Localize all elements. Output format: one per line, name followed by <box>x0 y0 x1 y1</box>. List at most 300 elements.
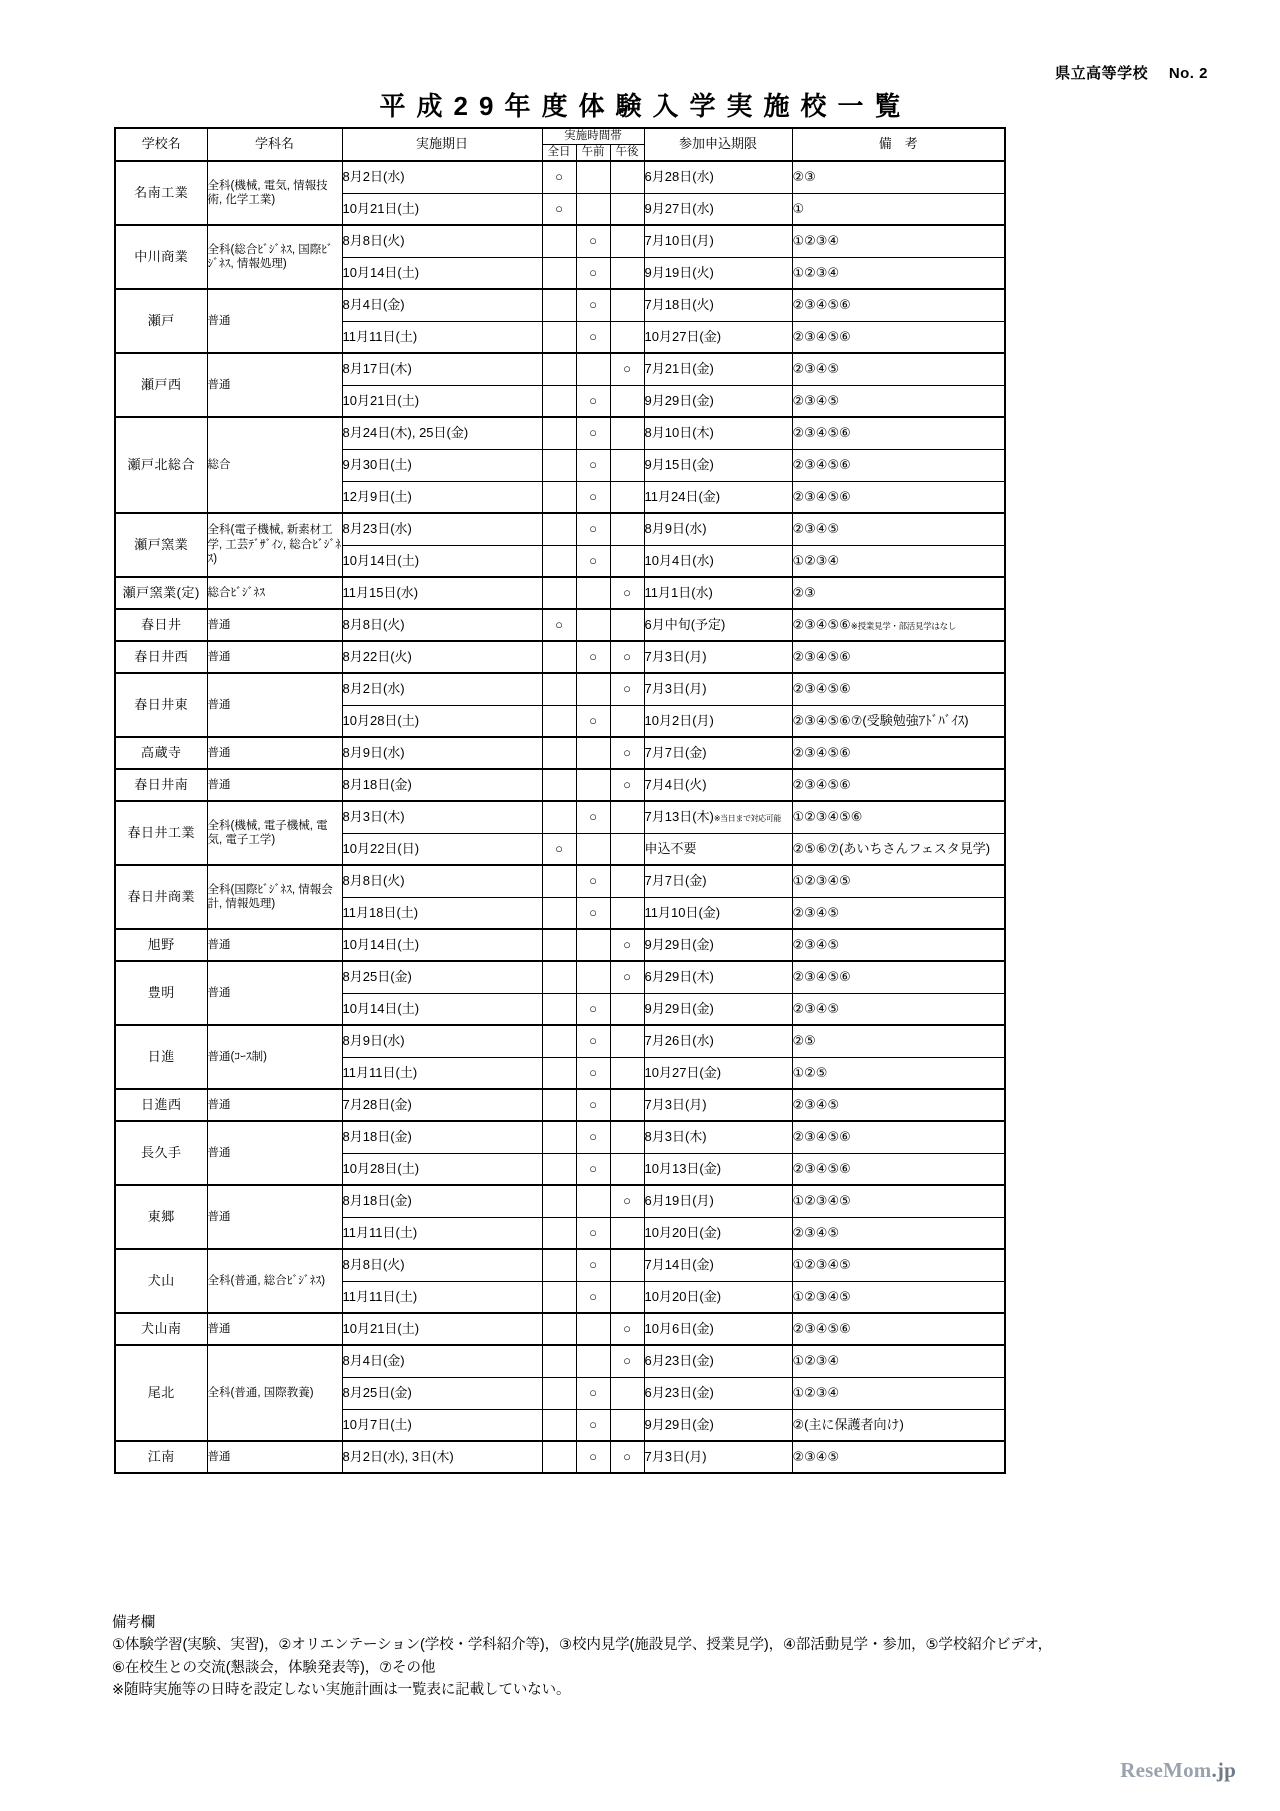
deadline-text: 6月28日(水) <box>644 169 714 185</box>
cell-application-deadline <box>644 1121 792 1153</box>
deadline-text: 7月13日(木) <box>644 809 714 825</box>
cell-timeslot-morning: ○ <box>576 481 610 513</box>
deadline-text: 7月3日(月) <box>644 648 707 664</box>
cell-timeslot-allday <box>542 513 576 545</box>
cell-timeslot-afternoon: ○ <box>610 961 644 993</box>
cell-school-name: 瀬戸 <box>115 289 207 353</box>
deadline-text: 10月27日(金) <box>644 328 722 344</box>
cell-remarks <box>792 1313 1005 1345</box>
table-row <box>115 289 1005 321</box>
remarks-legend-heading: 備考欄 <box>112 1615 156 1631</box>
cell-school-name: 豊明 <box>115 961 207 1025</box>
cell-remarks <box>792 577 1005 609</box>
cell-school-name: 春日井工業 <box>115 801 207 865</box>
cell-application-deadline <box>644 897 792 929</box>
cell-implementation-date: 10月28日(土) <box>342 1153 542 1185</box>
cell-implementation-date: 8月8日(火) <box>342 1249 542 1281</box>
cell-remarks <box>792 833 1005 865</box>
cell-timeslot-allday <box>542 257 576 289</box>
cell-application-deadline <box>644 577 792 609</box>
watermark-accent-text: .jp <box>1211 1758 1236 1782</box>
cell-implementation-date: 8月4日(金) <box>342 289 542 321</box>
deadline-text: 9月29日(金) <box>644 936 714 952</box>
cell-school-name: 瀬戸北総合 <box>115 417 207 513</box>
remarks-text: ②③④⑤⑥ <box>792 969 851 985</box>
remarks-note-text: ※授業見学・部活見学はなし <box>850 620 957 631</box>
cell-remarks <box>792 705 1005 737</box>
cell-implementation-date: 8月2日(水) <box>342 161 542 193</box>
cell-application-deadline <box>644 1345 792 1377</box>
cell-application-deadline <box>644 1281 792 1313</box>
cell-school-name: 日進西 <box>115 1089 207 1121</box>
cell-timeslot-allday <box>542 321 576 353</box>
cell-department-name: 全科(普通, 総合ﾋﾞｼﾞﾈｽ) <box>207 1249 342 1313</box>
cell-implementation-date: 11月11日(土) <box>342 1281 542 1313</box>
cell-implementation-date: 11月15日(水) <box>342 577 542 609</box>
deadline-text: 7月7日(金) <box>644 873 707 889</box>
cell-application-deadline <box>644 481 792 513</box>
deadline-text: 9月29日(金) <box>644 1416 714 1432</box>
cell-timeslot-allday <box>542 961 576 993</box>
cell-remarks <box>792 1377 1005 1409</box>
cell-timeslot-allday <box>542 1345 576 1377</box>
cell-implementation-date: 10月22日(日) <box>342 833 542 865</box>
cell-remarks <box>792 609 1005 641</box>
cell-timeslot-afternoon <box>610 1377 644 1409</box>
remarks-text: ②③④⑤⑥ <box>792 1160 851 1176</box>
cell-remarks <box>792 193 1005 225</box>
cell-department-name: 全科(機械, 電子機械, 電気, 電子工学) <box>207 801 342 865</box>
cell-timeslot-allday <box>542 641 576 673</box>
deadline-text: 申込不要 <box>644 840 697 856</box>
cell-application-deadline <box>644 1249 792 1281</box>
cell-remarks <box>792 1441 1005 1473</box>
cell-school-name: 旭野 <box>115 929 207 961</box>
cell-department-name: 普通 <box>207 1121 342 1185</box>
cell-implementation-date: 10月14日(土) <box>342 993 542 1025</box>
cell-remarks <box>792 737 1005 769</box>
cell-application-deadline <box>644 641 792 673</box>
cell-remarks <box>792 1249 1005 1281</box>
remarks-text: ①②⑤ <box>792 1064 828 1080</box>
remarks-text: ①②③④ <box>792 233 840 249</box>
cell-application-deadline <box>644 1025 792 1057</box>
remarks-text: ②③④⑤⑥ <box>792 456 851 472</box>
cell-timeslot-afternoon: ○ <box>610 1441 644 1473</box>
deadline-text: 8月3日(木) <box>644 1129 707 1145</box>
cell-timeslot-allday <box>542 929 576 961</box>
deadline-text: 11月10日(金) <box>644 904 721 920</box>
cell-timeslot-allday <box>542 1281 576 1313</box>
cell-timeslot-morning <box>576 353 610 385</box>
table-row <box>115 225 1005 257</box>
cell-remarks <box>792 993 1005 1025</box>
table-row <box>115 1313 1005 1345</box>
deadline-text: 10月13日(金) <box>644 1160 722 1176</box>
table-row <box>115 929 1005 961</box>
cell-timeslot-morning <box>576 609 610 641</box>
table-row <box>115 1249 1005 1281</box>
cell-timeslot-allday <box>542 1025 576 1057</box>
remarks-legend <box>112 1612 1162 1702</box>
table-row <box>115 577 1005 609</box>
cell-remarks <box>792 673 1005 705</box>
cell-application-deadline <box>644 865 792 897</box>
remarks-text: ②⑤⑥⑦(あいちさんフェスタ見学) <box>792 840 991 856</box>
cell-timeslot-morning: ○ <box>576 1217 610 1249</box>
cell-department-name: 普通 <box>207 1441 342 1473</box>
cell-timeslot-afternoon <box>610 257 644 289</box>
cell-timeslot-morning: ○ <box>576 545 610 577</box>
remarks-text: ②③④⑤⑥ <box>792 488 851 504</box>
deadline-text: 9月29日(金) <box>644 392 714 408</box>
remarks-text: ②③④⑤ <box>792 521 840 537</box>
deadline-text: 10月4日(水) <box>644 552 714 568</box>
deadline-text: 7月18日(火) <box>644 297 714 313</box>
cell-remarks <box>792 961 1005 993</box>
remarks-text: ②③④⑤ <box>792 392 840 408</box>
cell-remarks <box>792 417 1005 449</box>
cell-timeslot-afternoon <box>610 1025 644 1057</box>
cell-application-deadline <box>644 769 792 801</box>
cell-department-name: 総合ﾋﾞｼﾞﾈｽ <box>207 577 342 609</box>
cell-school-name: 江南 <box>115 1441 207 1473</box>
cell-implementation-date: 8月8日(火) <box>342 865 542 897</box>
cell-implementation-date: 8月25日(金) <box>342 961 542 993</box>
header-page-number: No. 2 <box>1168 65 1208 82</box>
cell-timeslot-allday <box>542 801 576 833</box>
remarks-text: ②(主に保護者向け) <box>792 1416 904 1432</box>
deadline-text: 6月19日(月) <box>644 1193 714 1209</box>
cell-timeslot-afternoon <box>610 225 644 257</box>
cell-department-name: 全科(機械, 電気, 情報技術, 化学工業) <box>207 161 342 225</box>
cell-timeslot-afternoon <box>610 609 644 641</box>
cell-timeslot-morning <box>576 161 610 193</box>
remarks-text: ②③④⑤ <box>792 361 840 377</box>
cell-department-name: 普通 <box>207 609 342 641</box>
cell-implementation-date: 11月11日(土) <box>342 321 542 353</box>
cell-remarks <box>792 801 1005 833</box>
cell-implementation-date: 10月21日(土) <box>342 385 542 417</box>
cell-department-name: 普通 <box>207 1185 342 1249</box>
cell-remarks <box>792 385 1005 417</box>
deadline-text: 7月14日(金) <box>644 1257 714 1273</box>
deadline-text: 8月9日(水) <box>644 521 707 537</box>
cell-timeslot-allday <box>542 769 576 801</box>
deadline-text: 10月20日(金) <box>644 1288 722 1304</box>
table-row <box>115 737 1005 769</box>
cell-timeslot-afternoon <box>610 321 644 353</box>
cell-department-name: 全科(普通, 国際教養) <box>207 1345 342 1441</box>
cell-timeslot-allday <box>542 865 576 897</box>
cell-implementation-date: 8月4日(金) <box>342 1345 542 1377</box>
cell-implementation-date: 8月8日(火) <box>342 609 542 641</box>
cell-timeslot-afternoon <box>610 417 644 449</box>
cell-school-name: 犬山 <box>115 1249 207 1313</box>
cell-timeslot-morning <box>576 193 610 225</box>
cell-remarks <box>792 1121 1005 1153</box>
cell-implementation-date: 10月21日(土) <box>342 193 542 225</box>
cell-implementation-date: 8月25日(金) <box>342 1377 542 1409</box>
table-row <box>115 1089 1005 1121</box>
deadline-note-text: ※当日まで対応可能 <box>713 814 781 824</box>
cell-timeslot-morning <box>576 929 610 961</box>
cell-application-deadline <box>644 417 792 449</box>
deadline-text: 7月3日(月) <box>644 1448 707 1464</box>
cell-timeslot-allday: ○ <box>542 609 576 641</box>
cell-application-deadline <box>644 1089 792 1121</box>
cell-implementation-date: 7月28日(金) <box>342 1089 542 1121</box>
cell-timeslot-afternoon <box>610 513 644 545</box>
cell-application-deadline <box>644 1217 792 1249</box>
cell-department-name: 普通 <box>207 769 342 801</box>
cell-timeslot-allday <box>542 1153 576 1185</box>
table-row <box>115 769 1005 801</box>
cell-timeslot-morning <box>576 769 610 801</box>
remarks-text: ①②③④ <box>792 552 840 568</box>
cell-implementation-date: 8月18日(金) <box>342 769 542 801</box>
cell-timeslot-afternoon <box>610 801 644 833</box>
deadline-text: 7月21日(金) <box>644 361 714 377</box>
remarks-text: ①②③④⑤ <box>792 1257 851 1273</box>
cell-timeslot-allday <box>542 1249 576 1281</box>
cell-remarks <box>792 1089 1005 1121</box>
deadline-text: 7月7日(金) <box>644 744 707 760</box>
cell-timeslot-morning: ○ <box>576 897 610 929</box>
cell-timeslot-afternoon <box>610 1409 644 1441</box>
cell-timeslot-afternoon <box>610 1057 644 1089</box>
cell-remarks <box>792 545 1005 577</box>
cell-remarks <box>792 1409 1005 1441</box>
cell-timeslot-afternoon: ○ <box>610 353 644 385</box>
column-header-remarks: 備 考 <box>792 128 1005 161</box>
cell-timeslot-afternoon <box>610 705 644 737</box>
cell-application-deadline <box>644 353 792 385</box>
table-body <box>115 161 1005 1473</box>
cell-application-deadline <box>644 545 792 577</box>
table-row <box>115 1345 1005 1377</box>
cell-application-deadline <box>644 801 792 833</box>
cell-timeslot-allday <box>542 481 576 513</box>
remarks-legend-line-2: ⑥在校生との交流(懇談会，体験発表等)，⑦その他 <box>112 1659 436 1676</box>
cell-remarks <box>792 1057 1005 1089</box>
remarks-text: ②③④⑤⑥ <box>792 744 851 760</box>
cell-timeslot-allday <box>542 417 576 449</box>
cell-remarks <box>792 225 1005 257</box>
cell-school-name: 春日井東 <box>115 673 207 737</box>
cell-application-deadline <box>644 193 792 225</box>
cell-application-deadline <box>644 1409 792 1441</box>
cell-application-deadline <box>644 993 792 1025</box>
cell-implementation-date: 10月14日(土) <box>342 257 542 289</box>
cell-remarks <box>792 1153 1005 1185</box>
remarks-text: ②③④⑤⑥ <box>792 425 851 441</box>
cell-remarks <box>792 353 1005 385</box>
cell-timeslot-morning: ○ <box>576 513 610 545</box>
cell-school-name: 春日井 <box>115 609 207 641</box>
deadline-text: 7月10日(月) <box>644 233 714 249</box>
deadline-text: 11月24日(金) <box>644 488 721 504</box>
cell-application-deadline <box>644 1441 792 1473</box>
cell-timeslot-afternoon: ○ <box>610 737 644 769</box>
cell-remarks <box>792 449 1005 481</box>
schedule-table-container <box>114 127 1004 1474</box>
cell-department-name: 普通 <box>207 929 342 961</box>
cell-implementation-date: 11月18日(土) <box>342 897 542 929</box>
cell-implementation-date: 8月2日(水), 3日(木) <box>342 1441 542 1473</box>
cell-timeslot-afternoon: ○ <box>610 769 644 801</box>
cell-timeslot-afternoon <box>610 1249 644 1281</box>
cell-timeslot-allday <box>542 1217 576 1249</box>
cell-timeslot-afternoon <box>610 1121 644 1153</box>
cell-timeslot-afternoon <box>610 161 644 193</box>
cell-school-name: 瀬戸窯業 <box>115 513 207 577</box>
cell-timeslot-allday <box>542 1185 576 1217</box>
cell-school-name: 長久手 <box>115 1121 207 1185</box>
cell-school-name: 春日井商業 <box>115 865 207 929</box>
cell-timeslot-allday <box>542 1313 576 1345</box>
cell-implementation-date: 10月28日(土) <box>342 705 542 737</box>
cell-school-name: 瀬戸窯業(定) <box>115 577 207 609</box>
cell-timeslot-afternoon: ○ <box>610 673 644 705</box>
header-school-type-label: 県立高等学校 <box>1055 65 1149 82</box>
table-header <box>115 128 1005 161</box>
table-row <box>115 609 1005 641</box>
deadline-text: 6月中旬(予定) <box>644 616 726 632</box>
remarks-text: ②③④⑤⑥ <box>792 648 851 664</box>
cell-timeslot-afternoon <box>610 1153 644 1185</box>
column-header-allday: 全日 <box>542 145 576 162</box>
column-header-date: 実施期日 <box>342 128 542 161</box>
cell-timeslot-morning: ○ <box>576 1377 610 1409</box>
cell-timeslot-morning <box>576 961 610 993</box>
cell-timeslot-morning: ○ <box>576 801 610 833</box>
cell-implementation-date: 8月22日(火) <box>342 641 542 673</box>
cell-remarks <box>792 321 1005 353</box>
cell-timeslot-morning: ○ <box>576 1281 610 1313</box>
cell-timeslot-morning: ○ <box>576 1089 610 1121</box>
cell-timeslot-afternoon: ○ <box>610 577 644 609</box>
cell-timeslot-afternoon <box>610 385 644 417</box>
remarks-text: ②③④⑤⑥ <box>792 297 851 313</box>
cell-timeslot-afternoon <box>610 481 644 513</box>
cell-timeslot-morning: ○ <box>576 1441 610 1473</box>
cell-timeslot-morning <box>576 577 610 609</box>
cell-timeslot-afternoon: ○ <box>610 1313 644 1345</box>
cell-timeslot-allday <box>542 993 576 1025</box>
remarks-text: ①②③④ <box>792 1353 840 1369</box>
cell-timeslot-morning: ○ <box>576 385 610 417</box>
cell-application-deadline <box>644 737 792 769</box>
cell-department-name: 普通 <box>207 961 342 1025</box>
deadline-text: 10月27日(金) <box>644 1064 722 1080</box>
cell-application-deadline <box>644 1185 792 1217</box>
cell-timeslot-allday <box>542 673 576 705</box>
cell-application-deadline <box>644 161 792 193</box>
cell-remarks <box>792 289 1005 321</box>
cell-timeslot-morning: ○ <box>576 289 610 321</box>
cell-department-name: 普通 <box>207 737 342 769</box>
cell-timeslot-morning: ○ <box>576 993 610 1025</box>
cell-timeslot-morning <box>576 737 610 769</box>
cell-school-name: 尾北 <box>115 1345 207 1441</box>
cell-application-deadline <box>644 513 792 545</box>
remarks-text: ①②③④⑤ <box>792 873 851 889</box>
cell-school-name: 中川商業 <box>115 225 207 289</box>
remarks-text: ①②③④⑤ <box>792 1288 851 1304</box>
cell-timeslot-morning: ○ <box>576 321 610 353</box>
cell-timeslot-morning: ○ <box>576 1121 610 1153</box>
column-header-afternoon: 午後 <box>610 145 644 162</box>
deadline-text: 9月15日(金) <box>644 456 714 472</box>
schedule-table <box>114 127 1006 1474</box>
cell-timeslot-morning: ○ <box>576 225 610 257</box>
cell-implementation-date: 11月11日(土) <box>342 1057 542 1089</box>
cell-timeslot-morning: ○ <box>576 865 610 897</box>
column-header-deadline: 参加申込期限 <box>644 128 792 161</box>
cell-timeslot-morning: ○ <box>576 1249 610 1281</box>
cell-implementation-date: 10月14日(土) <box>342 929 542 961</box>
column-header-department: 学科名 <box>207 128 342 161</box>
cell-timeslot-allday: ○ <box>542 193 576 225</box>
column-header-school: 学校名 <box>115 128 207 161</box>
cell-department-name: 普通 <box>207 673 342 737</box>
table-header-row-1 <box>115 128 1005 145</box>
cell-application-deadline <box>644 321 792 353</box>
cell-timeslot-morning <box>576 673 610 705</box>
cell-timeslot-morning: ○ <box>576 1025 610 1057</box>
remarks-text: ②③④⑤⑥ <box>792 776 851 792</box>
cell-department-name: 普通 <box>207 641 342 673</box>
cell-application-deadline <box>644 385 792 417</box>
cell-remarks <box>792 257 1005 289</box>
cell-timeslot-allday <box>542 577 576 609</box>
remarks-text: ①②③④⑤⑥ <box>792 809 863 825</box>
remarks-text: ①②③④ <box>792 1384 840 1400</box>
remarks-text: ②③④⑤ <box>792 1224 840 1240</box>
cell-school-name: 春日井南 <box>115 769 207 801</box>
deadline-text: 9月27日(水) <box>644 200 714 216</box>
cell-department-name: 普通 <box>207 1089 342 1121</box>
document-header <box>1055 62 1208 83</box>
cell-department-name: 全科(国際ﾋﾞｼﾞﾈｽ, 情報会計, 情報処理) <box>207 865 342 929</box>
cell-timeslot-morning: ○ <box>576 449 610 481</box>
cell-timeslot-morning: ○ <box>576 641 610 673</box>
cell-timeslot-allday <box>542 705 576 737</box>
watermark-main-text: ReseMom <box>1120 1758 1212 1782</box>
cell-implementation-date: 8月24日(木), 25日(金) <box>342 417 542 449</box>
cell-school-name: 高蔵寺 <box>115 737 207 769</box>
cell-department-name: 普通(ｺｰｽ制) <box>207 1025 342 1089</box>
cell-application-deadline <box>644 705 792 737</box>
cell-timeslot-allday <box>542 385 576 417</box>
cell-implementation-date: 8月8日(火) <box>342 225 542 257</box>
deadline-text: 9月19日(火) <box>644 264 714 280</box>
deadline-text: 7月3日(月) <box>644 681 707 697</box>
cell-school-name: 日進 <box>115 1025 207 1089</box>
cell-implementation-date: 10月14日(土) <box>342 545 542 577</box>
cell-timeslot-allday <box>542 897 576 929</box>
remarks-text: ②⑤ <box>792 1033 816 1049</box>
cell-remarks <box>792 897 1005 929</box>
cell-application-deadline <box>644 673 792 705</box>
cell-timeslot-afternoon: ○ <box>610 1345 644 1377</box>
cell-school-name: 東郷 <box>115 1185 207 1249</box>
cell-remarks <box>792 481 1005 513</box>
cell-remarks <box>792 1217 1005 1249</box>
remarks-text: ① <box>792 200 805 216</box>
cell-application-deadline <box>644 257 792 289</box>
